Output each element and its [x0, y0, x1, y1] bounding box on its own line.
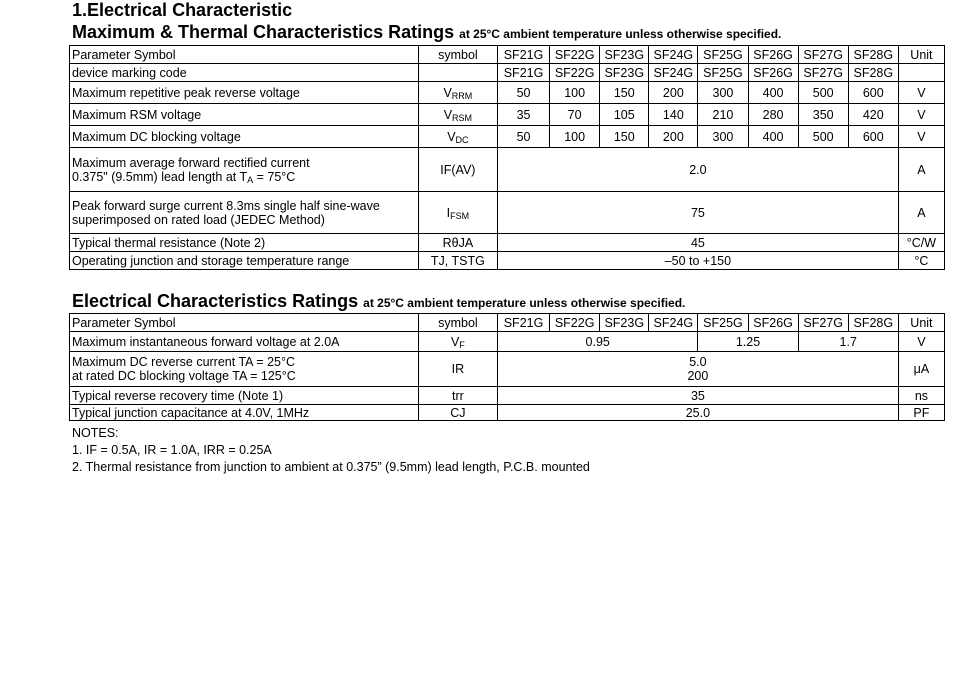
value-cell: 210 — [698, 104, 748, 126]
table-row — [70, 234, 945, 252]
header-part: SF23G — [600, 46, 649, 64]
value-cell: 140 — [649, 104, 698, 126]
note-1: 1. IF = 0.5A, IR = 1.0A, IRR = 0.25A — [72, 443, 272, 457]
note-2: 2. Thermal resistance from junction to ambient at 0.375” (9.5mm) lead length, P.C.B. mounted — [72, 460, 590, 474]
header-part: SF22G — [550, 46, 600, 64]
value-cell: 5.0 200 — [497, 352, 898, 387]
header-symbol: symbol — [418, 314, 497, 332]
value-cell: 600 — [848, 126, 898, 148]
unit-cell: ns — [898, 387, 944, 405]
header-part: SF25G — [698, 46, 748, 64]
header-part: SF27G — [798, 314, 848, 332]
row-label: Operating junction and storage temperature range — [70, 252, 419, 270]
header-part: SF26G — [748, 314, 798, 332]
value-cell: 500 — [798, 126, 848, 148]
header-part: SF28G — [848, 46, 898, 64]
marking-code: SF22G — [550, 64, 600, 82]
symbol-cell: $V_{RSM}$ — [418, 104, 497, 126]
header-part: SF24G — [649, 46, 698, 64]
table-row — [70, 148, 945, 192]
unit-cell: V — [898, 332, 944, 352]
unit-cell: μA — [898, 352, 944, 387]
unit-cell: A — [898, 148, 944, 192]
value-cell: 200 — [649, 82, 698, 104]
value-cell: 35 — [497, 387, 898, 405]
table-row — [70, 104, 945, 126]
symbol-cell: CJ — [418, 405, 497, 421]
header-part: SF24G — [649, 314, 698, 332]
value-cell: 50 — [497, 82, 549, 104]
symbol-cell: $I_{FSM}$ — [418, 192, 497, 234]
header-part: SF22G — [550, 314, 600, 332]
unit-cell: °C/W — [898, 234, 944, 252]
header-part: SF26G — [748, 46, 798, 64]
unit-cell: V — [898, 126, 944, 148]
unit-cell: °C — [898, 252, 944, 270]
max-ratings-table — [69, 45, 945, 270]
marking-code: SF21G — [497, 64, 549, 82]
value-cell: 0.95 — [497, 332, 697, 352]
row-label: Typical junction capacitance at 4.0V, 1MHz — [70, 405, 419, 421]
value-cell: –50 to +150 — [497, 252, 898, 270]
symbol-cell: RθJA — [418, 234, 497, 252]
unit-cell: V — [898, 82, 944, 104]
value-cell: 50 — [497, 126, 549, 148]
row-label: Maximum average forward rectified current 0.375" (9.5mm) lead length at $T_A = 75^\circ C$ — [70, 148, 419, 192]
row-label: device marking code — [70, 64, 419, 82]
value-cell: 300 — [698, 126, 748, 148]
value-cell: 400 — [748, 126, 798, 148]
value-cell: 100 — [550, 82, 600, 104]
unit-cell: PF — [898, 405, 944, 421]
notes-title: NOTES: — [72, 426, 119, 440]
elec-ratings-heading — [72, 291, 685, 313]
value-cell: 2.0 — [497, 148, 898, 192]
unit-cell: A — [898, 192, 944, 234]
value-cell: 45 — [497, 234, 898, 252]
row-label: Maximum DC blocking voltage — [70, 126, 419, 148]
row-label: Maximum RSM voltage — [70, 104, 419, 126]
value-cell: 300 — [698, 82, 748, 104]
marking-code: SF27G — [798, 64, 848, 82]
max-ratings-title: Maximum & Thermal Characteristics Ratings — [72, 22, 455, 42]
marking-code: SF26G — [748, 64, 798, 82]
value-cell: 35 — [497, 104, 549, 126]
header-symbol: symbol — [418, 46, 497, 64]
table-row — [70, 352, 945, 387]
header-part: SF21G — [497, 314, 549, 332]
symbol-cell: $V_F$ — [418, 332, 497, 352]
row-label: Peak forward surge current 8.3ms single half sine-wave superimposed on rated load (JEDEC Method) — [70, 192, 419, 234]
header-part: SF25G — [698, 314, 748, 332]
value-cell: 280 — [748, 104, 798, 126]
row-label: Typical reverse recovery time (Note 1) — [70, 387, 419, 405]
value-cell: 500 — [798, 82, 848, 104]
header-param: Parameter Symbol — [70, 46, 419, 64]
value-cell: 100 — [550, 126, 600, 148]
symbol-cell: IR — [418, 352, 497, 387]
elec-ratings-title: Electrical Characteristics Ratings — [72, 291, 359, 311]
marking-code: SF24G — [649, 64, 698, 82]
max-ratings-heading — [72, 22, 781, 44]
symbol-cell: trr — [418, 387, 497, 405]
table-row — [70, 192, 945, 234]
value-cell: 420 — [848, 104, 898, 126]
row-label: Maximum repetitive peak reverse voltage — [70, 82, 419, 104]
header-param: Parameter Symbol — [70, 314, 419, 332]
value-cell: 70 — [550, 104, 600, 126]
header-part: SF27G — [798, 46, 848, 64]
value-cell: 105 — [600, 104, 649, 126]
table-row — [70, 252, 945, 270]
table-row — [70, 64, 945, 82]
elec-ratings-table — [69, 313, 945, 421]
row-label: Maximum instantaneous forward voltage at 2.0A — [70, 332, 419, 352]
max-ratings-subtitle: at 25°C ambient temperature unless otherwise specified. — [459, 27, 782, 41]
value-cell: 75 — [497, 192, 898, 234]
table-row — [70, 126, 945, 148]
table-header-row — [70, 314, 945, 332]
elec-ratings-subtitle: at 25°C ambient temperature unless otherwise specified. — [363, 296, 686, 310]
value-cell: 200 — [649, 126, 698, 148]
value-cell: 1.7 — [798, 332, 898, 352]
row-label: Maximum DC reverse current TA = 25°C at rated DC blocking voltage TA = 125°C — [70, 352, 419, 387]
table-row — [70, 332, 945, 352]
header-part: SF21G — [497, 46, 549, 64]
symbol-cell: $V_{RRM}$ — [418, 82, 497, 104]
table-header-row — [70, 46, 945, 64]
header-unit: Unit — [898, 314, 944, 332]
section-title: 1.Electrical Characteristic — [72, 0, 293, 20]
header-unit: Unit — [898, 46, 944, 64]
marking-code: SF25G — [698, 64, 748, 82]
value-cell: 150 — [600, 82, 649, 104]
symbol-cell: IF(AV) — [418, 148, 497, 192]
unit-cell: V — [898, 104, 944, 126]
symbol-cell: TJ, TSTG — [418, 252, 497, 270]
value-cell: 400 — [748, 82, 798, 104]
row-label: Typical thermal resistance (Note 2) — [70, 234, 419, 252]
value-cell: 600 — [848, 82, 898, 104]
notes — [72, 425, 590, 476]
header-part: SF28G — [848, 314, 898, 332]
value-cell: 25.0 — [497, 405, 898, 421]
header-part: SF23G — [600, 314, 649, 332]
table-row — [70, 387, 945, 405]
table-row — [70, 82, 945, 104]
value-cell: 350 — [798, 104, 848, 126]
value-cell: 1.25 — [698, 332, 798, 352]
value-cell: 150 — [600, 126, 649, 148]
marking-code: SF28G — [848, 64, 898, 82]
table-row — [70, 405, 945, 421]
marking-code: SF23G — [600, 64, 649, 82]
symbol-cell: $V_{DC}$ — [418, 126, 497, 148]
